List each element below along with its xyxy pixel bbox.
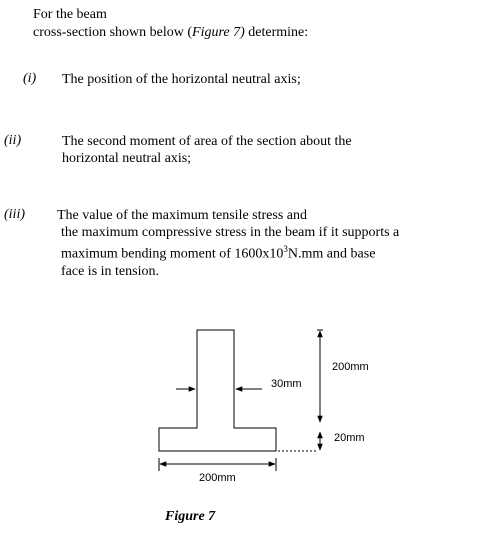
question-number-1: (i) bbox=[23, 71, 37, 86]
question-3-line-1: The value of the maximum tensile stress and bbox=[57, 208, 307, 223]
question-text-1: The position of the horizontal neutral axis; bbox=[62, 72, 301, 87]
question-number-3: (iii) bbox=[4, 207, 25, 222]
flange-width-label: 200mm bbox=[199, 472, 236, 484]
web-width-label: 30mm bbox=[271, 378, 302, 390]
figure-caption: Figure 7 bbox=[165, 509, 216, 524]
question-3-line-2: the maximum compressive stress in the beam if it supports a bbox=[61, 225, 400, 240]
question-3-line-3: maximum bending moment of $1600x10^3N.mm$ and base bbox=[61, 244, 376, 262]
question-number-2: (ii) bbox=[4, 133, 22, 148]
flange-thickness-label: 20mm bbox=[334, 432, 365, 444]
web-height-label: 200mm bbox=[332, 361, 369, 373]
t-section-outline bbox=[159, 330, 276, 451]
question-3-line-4: face is in tension. bbox=[61, 263, 159, 279]
intro-line-1: For the beam bbox=[33, 7, 107, 22]
question-2-line-1: The second moment of area of the section about the bbox=[62, 134, 352, 149]
intro-line-2: cross-section shown below (Figure 7) determine: bbox=[33, 25, 309, 40]
question-2-line-2: horizontal neutral axis; bbox=[62, 151, 192, 166]
